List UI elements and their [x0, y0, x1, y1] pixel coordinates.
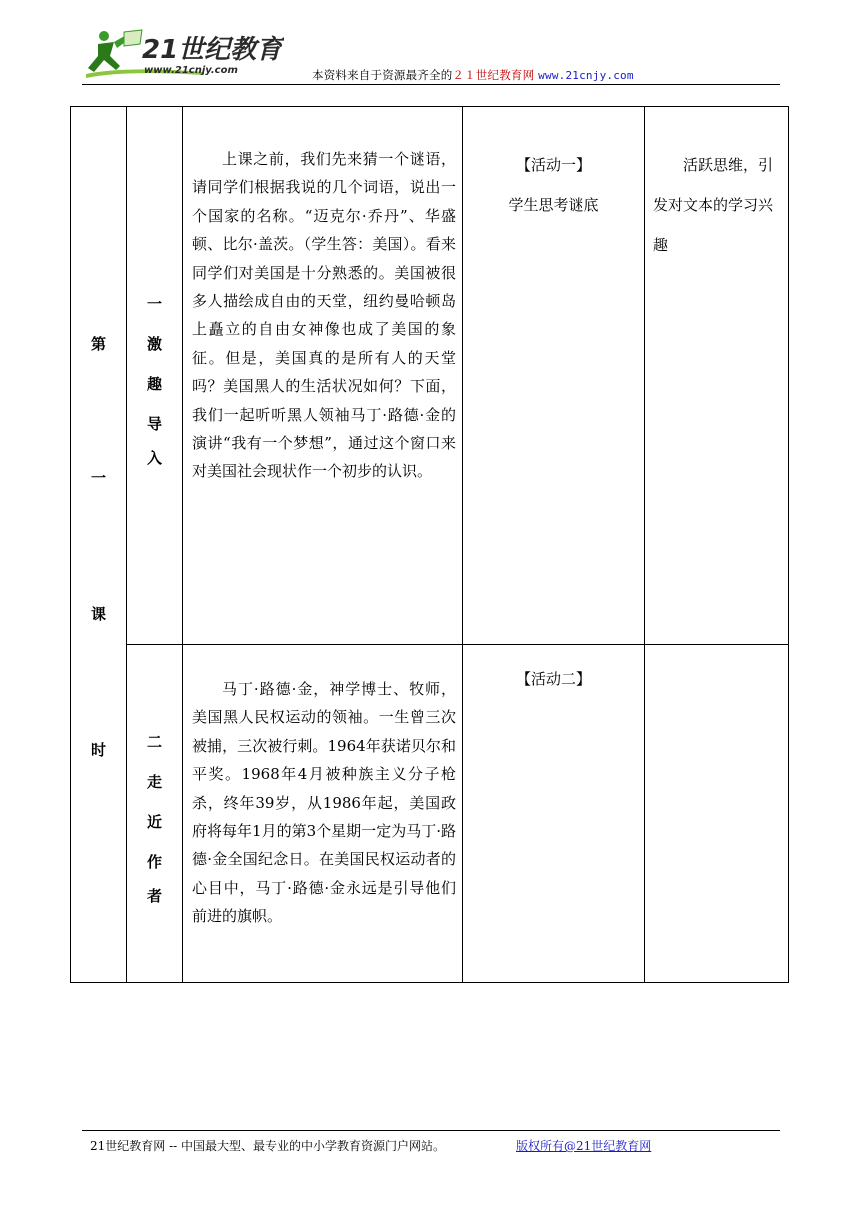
table-row — [71, 107, 789, 645]
logo-url: www.21cnjy.com — [144, 65, 238, 76]
section-label-char: 激 — [146, 335, 162, 353]
logo-text: 21世纪教育 — [142, 35, 283, 65]
section-label-char: 趣 — [146, 375, 162, 393]
design-intent: 活跃思维，引发对文本的学习兴趣 — [653, 156, 774, 254]
section-label-char: 导 — [146, 415, 162, 433]
activity-title: 【活动一】 — [515, 156, 591, 174]
header-divider — [82, 84, 780, 85]
footer-tagline: 21世纪教育网 -- 中国最大型、最专业的中小学教育资源门户网站。 — [90, 1139, 446, 1153]
site-logo[interactable] — [84, 26, 284, 82]
activity-title: 【活动二】 — [515, 670, 591, 688]
section-label-char: 一 — [146, 295, 162, 313]
header-source: 本资料来自于资源最齐全的２１世纪教育网 www.21cnjy.com — [312, 68, 634, 82]
section-content: 上课之前，我们先来猜一个谜语，请同学们根据我说的几个词语，说出一个国家的名称。“迈克尔·乔丹”、华盛顿、比尔·盖茨。（学生答：美国）。看来同学们对美国是十分熟悉的。美国被很多人描绘成自由的天堂，纽约曼哈顿岛上矗立的自由女神像也成了美国的象征。但是，美国真的是所有人的天堂吗？美国黑人的生活状况如何？下面，我们一起听听黑人领袖马丁·路德·金的演讲“我有一个梦想”，通过这个窗口来对美国社会现状作一个初步的认识。 — [192, 150, 456, 481]
source-site-name: ２１世纪教育网 — [452, 68, 535, 82]
course-label-cell — [71, 107, 127, 983]
section-label-cell — [127, 645, 183, 983]
intent-cell — [645, 645, 789, 983]
section-label-char: 入 — [146, 449, 162, 467]
section-content: 马丁·路德·金，神学博士、牧师，美国黑人民权运动的领袖。一生曾三次被捕，三次被行刺。1964年获诺贝尔和平奖。1968年4月被种族主义分子枪杀，终年39岁，从1986年起，美国政府将每年1月的第3个星期一定为马丁·路德·金全国纪念日。在美国民权运动者的心目中，马丁·路德·金永远是引导他们前进的旗帜。 — [192, 680, 456, 926]
content-cell — [183, 107, 463, 645]
table-row — [71, 645, 789, 983]
activity-cell — [463, 645, 645, 983]
content-cell — [183, 645, 463, 983]
section-label-cell — [127, 107, 183, 645]
section-label-char: 二 — [146, 733, 162, 751]
activity-description: 学生思考谜底 — [508, 196, 599, 214]
page-header — [0, 0, 860, 100]
section-label-char: 作 — [146, 853, 162, 871]
course-label-char: 课 — [90, 605, 106, 623]
lesson-plan-table — [70, 106, 789, 983]
course-label-char: 时 — [90, 741, 106, 759]
section-label-char: 者 — [146, 887, 162, 905]
course-label-char: 一 — [90, 469, 106, 487]
source-url-link[interactable]: www.21cnjy.com — [538, 69, 634, 82]
runner-logo-icon — [84, 26, 284, 82]
footer-copyright-link[interactable]: 版权所有@21世纪教育网 — [516, 1139, 652, 1153]
activity-cell — [463, 107, 645, 645]
intent-cell — [645, 107, 789, 645]
section-label-char: 走 — [146, 773, 162, 791]
course-label-char: 第 — [90, 335, 106, 353]
footer-divider — [82, 1130, 780, 1131]
section-label-char: 近 — [146, 813, 162, 831]
